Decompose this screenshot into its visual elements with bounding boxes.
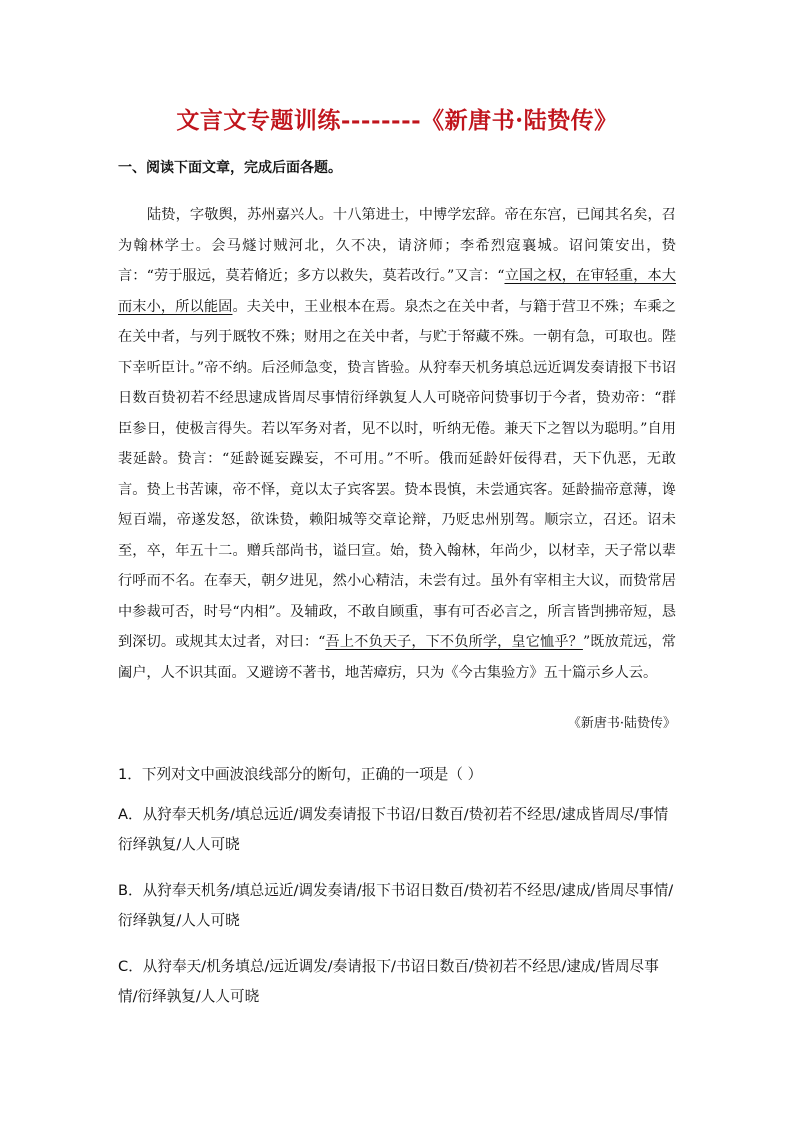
source-citation: 《新唐书·陆贽传》 [567,716,676,731]
option-b: B．从狩奉天机务/填总远近/调发奏请/报下书诏日数百/贽初若不经思/逮成/皆周尽事情/衍绎孰复/人人可晓 [118,882,674,929]
section-heading: 一、阅读下面文章，完成后面各题。 [118,160,342,176]
option-a: A．从狩奉天机务/填总远近/调发奏请报下书诏/日数百/贽初若不经思/逮成皆周尽/事情衍绎孰复/人人可晓 [118,806,669,853]
passage-text-2: 。夫关中，王业根本在焉。泉杰之在关中者，与籍于营卫不殊；车乘之在关中者，与列于厩牧不殊；财用之在关中者，与贮于帑藏不殊。一朝有急，可取也。陛下幸听臣计。”帝不纳。后泾师急变，贽言皆验。从狩奉天机务填总远近调发奏请报下书诏日数百贽初若不经思逮成皆周尽事情衍绎孰复人人可晓帝问贽事切于今者，贽劝帝：“群臣参日，使极言得失。若以军务对者，见不以时，听纳无倦。兼天下之智以为聪明。”自用裴延龄。贽言：“延龄诞妄躁妄，不可用。”不听。俄而延龄奸佞得君，天下仇恶，无敢言。贽上书苦谏，帝不怿，竟以太子宾客罢。贽本畏慎，未尝通宾客。延龄揣帝意薄，谗短百端，帝遂发怒，欲诛贽，赖阳城等交章论辩，乃贬忠州别驾。顺宗立，召还。诏未至，卒，年五十二。赠兵部尚书，谥曰宣。始，贽入翰林，年尚少，以材幸，天子常以辈行呼而不名。在奉天，朝夕进见，然小心精洁，未尝有过。虽外有宰相主大议，而贽常居中参裁可否，时号“内相”。及辅政，不敢自顾重，事有可否必言之，所言皆剀拂帝短，恳到深切。或规其太过者，对曰：“ [118,298,676,650]
page-title: 文言文专题训练--------《新唐书·陆贽传》 [176,107,618,134]
option-c: C．从狩奉天/机务填总/远近调发/奏请报下/书诏日数百/贽初若不经思/逮成/皆周尽事情/衍绎孰复/人人可晓 [118,958,659,1005]
passage-text-1: 陆贽，字敬舆，苏州嘉兴人。十八第进士，中博学宏辞。帝在东宫，已闻其名矣，召为翰林学士。会马燧讨贼河北，久不决，请济师；李希烈寇襄城。诏问策安出，贽言：“劳于服远，莫若脩近；多方以救失，莫若改行。”又言：“ [118,207,676,284]
passage-underlined-1: 立国之权，在审轻重，本大而末小，所以能固 [118,268,676,315]
passage [118,200,676,688]
passage-text-3: ”既放荒远，常阖户，人不识其面。又避谤不著书，地苦瘴疠，只为《今古集验方》五十篇示乡人云。 [118,634,676,681]
question-1: 1．下列对文中画波浪线部分的断句，正确的一项是（ ） [118,766,483,783]
passage-underlined-2: 吾上不负天子，下不负所学，皇它恤乎？ [325,634,583,650]
